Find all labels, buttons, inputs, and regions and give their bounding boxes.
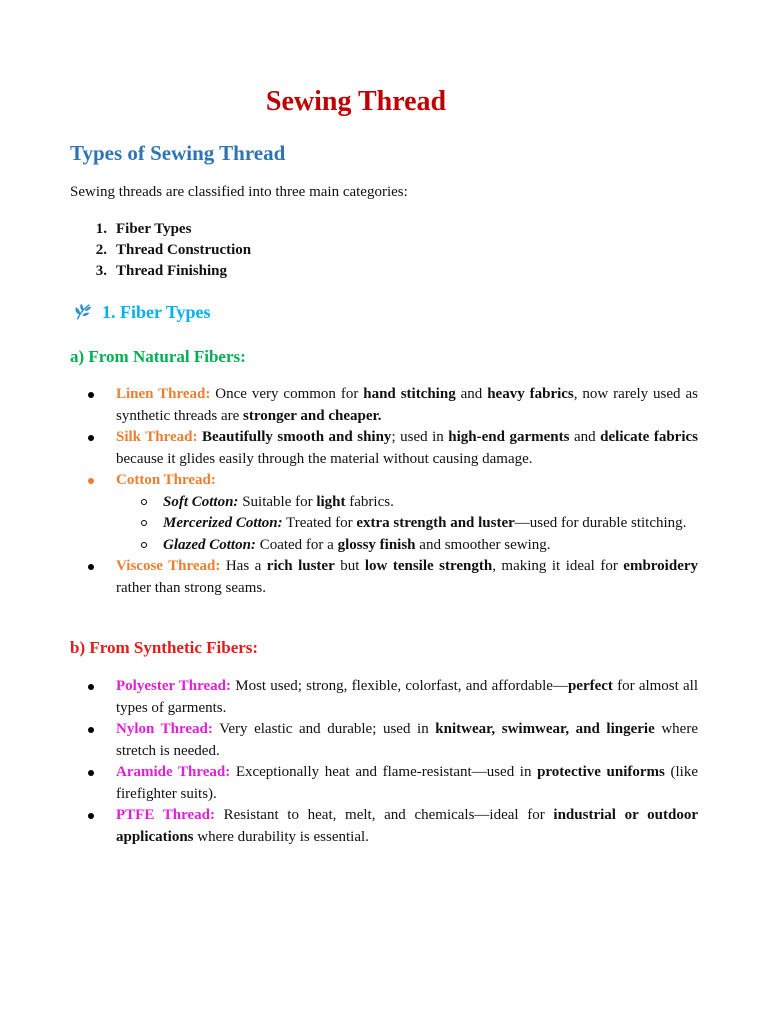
bullet [88,727,94,733]
text: Suitable for [238,493,317,510]
bold-text: hand stitching [363,386,456,402]
sub-label: Soft Cotton: [163,493,239,510]
text: Has a [220,558,267,574]
subsection-heading [72,301,211,323]
text: Coated for a [255,536,338,553]
sub-bullet [141,499,147,505]
bold-text: rich luster [266,558,335,574]
bullet [88,684,94,690]
list-label: Thread Finishing [116,263,228,279]
list-item-cotton [88,470,698,556]
bullet [88,564,94,570]
natural-fibers-heading: a) From Natural Fibers: [70,347,246,366]
bold-text: knitwear, swimwear, and lingerie [435,721,655,737]
list-item-ptfe [88,805,698,848]
list-number: 1. [95,221,107,237]
text: and [455,386,488,402]
list-item-nylon [88,719,698,762]
thread-name: Viscose Thread: [116,558,221,574]
text: , now rarely used as synthetic threads are [116,386,698,424]
thread-name: Polyester Thread: [116,678,232,694]
thread-name: Cotton Thread: [116,472,216,488]
list-number: 3. [95,263,107,279]
list-label: Thread Construction [116,242,252,258]
text: Treated for [282,515,357,531]
synthetic-fibers-list [88,676,698,848]
list-item-polyester [88,676,698,719]
text: (like firefighter suits). [116,764,698,802]
bullet [88,813,94,819]
text: —used for durable stitching. [514,515,687,531]
text: where stretch is needed. [116,721,698,759]
thread-name: Nylon Thread: [116,721,213,737]
thread-name: Silk Thread: [116,429,198,445]
bold-text: glossy finish [337,536,416,553]
text: Very elastic and durable; used in [212,721,436,737]
leaf-icon [72,301,94,323]
list-item-linen [88,384,698,427]
sub-label: Glazed Cotton: [163,536,256,553]
thread-name: PTFE Thread: [116,807,215,823]
sub-list-item [116,513,698,535]
bold-text: Beautifully smooth and shiny [202,429,392,445]
intro-paragraph: Sewing threads are classified into three main categories: [70,184,408,200]
text: for almost all types of garments. [116,678,699,716]
sub-bullet [141,520,147,526]
thread-name: Aramide Thread: [116,764,231,780]
subsection-heading-text: 1. Fiber Types [102,301,211,322]
natural-fibers-list [88,384,698,599]
category-list [70,219,251,282]
list-item-aramide [88,762,698,805]
text: ; used in [391,429,449,445]
bullet [88,392,94,398]
text: rather than strong seams. [116,579,266,596]
synthetic-fibers-heading: b) From Synthetic Fibers: [70,638,259,657]
section-heading: Types of Sewing Thread [70,141,286,165]
text: and smoother sewing. [415,536,551,553]
sub-label: Mercerized Cotton: [163,515,283,531]
document-title: Sewing Thread [265,86,447,117]
bold-text: light [316,493,346,510]
text: Once very common for [210,386,364,402]
text: Resistant to heat, melt, and chemicals—ideal for [214,807,554,823]
bullet [88,435,94,441]
sub-bullet [141,542,147,548]
list-item [70,261,251,282]
text: because it glides easily through the material without causing damage. [116,450,533,467]
bold-text: stronger and cheaper. [243,407,382,424]
bold-text: extra strength and luster [356,515,515,531]
cotton-sub-list [116,492,698,557]
bold-text: heavy fabrics [487,386,574,402]
bold-text: embroidery [623,558,699,574]
bold-text: high-end garments [448,429,570,445]
list-item [70,240,251,261]
sub-list-item [116,492,698,514]
list-item-silk [88,427,698,470]
list-number: 2. [95,242,107,258]
thread-name: Linen Thread: [116,386,211,402]
bold-text: protective uniforms [537,764,665,780]
bold-text: industrial or outdoor applications [116,807,699,845]
bold-text: low tensile strength [364,558,493,574]
text: where durability is essential. [193,828,369,845]
bullet [88,770,94,776]
bold-text: perfect [567,678,613,694]
text: Most used; strong, flexible, colorfast, and affordable— [231,678,568,694]
text: fabrics. [345,493,394,510]
text: and [569,429,601,445]
sub-list-item [116,535,698,557]
bold-text: delicate fabrics [600,429,698,445]
bullet [88,478,94,484]
text: Exceptionally heat and flame-resistant—used in [230,764,538,780]
text: but [334,558,365,574]
text: , making it ideal for [492,558,624,574]
list-item [70,219,251,240]
list-label: Fiber Types [116,221,192,237]
list-item-viscose [88,556,698,599]
